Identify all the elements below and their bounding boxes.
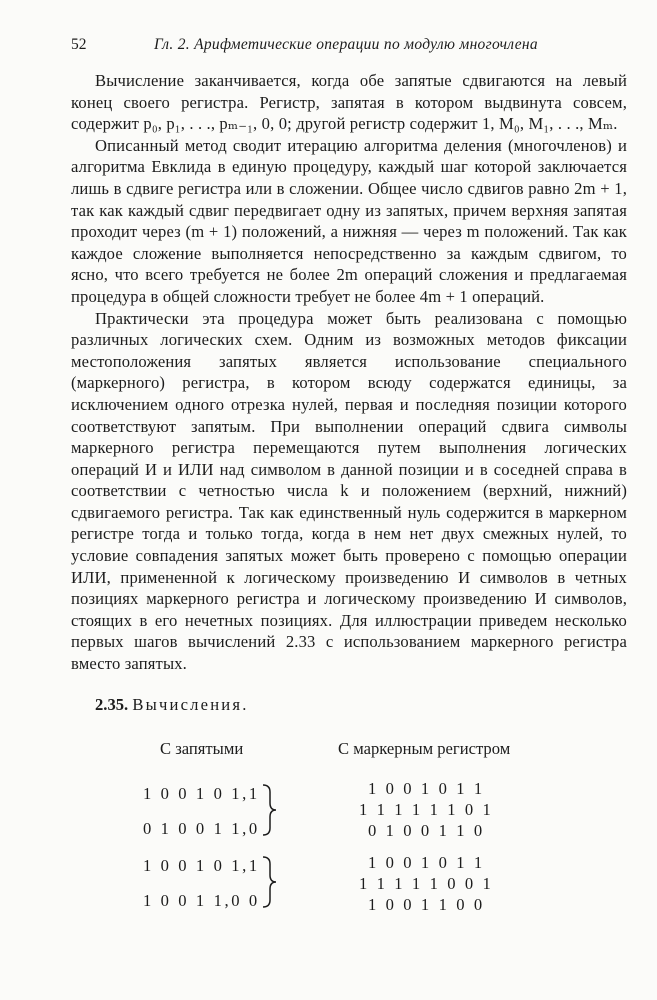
marker-register: 1 1 1 1 1 0 0 1 <box>359 874 494 893</box>
comma-register-top: 1 0 0 1 0 1,1 <box>143 856 260 875</box>
section-title: Вычисления. <box>132 695 249 714</box>
left-column-header: С запятыми <box>160 739 244 758</box>
right-brace-icon <box>260 783 278 837</box>
paragraph: Описанный метод сводит итерацию алгоритма деления (многочленов) и алгоритма Евклида в единую процедуру, каждый шаг которой заключается лишь в сдвиге регистра или в сложении. Общее число сдвигов равно 2m + 1, так как каждый сдвиг передвигает одну из запятых, причем верхняя запятая проходит через (m + 1) положений, а нижняя — через m положений. Так как каждое сложение выполняется непосредственно за каждым сдвигом, то ясно, что всего требуется не более 2m операций сложения и предлагаемая процедура в общей сложности требует не более 4m + 1 операций. <box>71 135 627 306</box>
right-brace-icon <box>260 855 278 909</box>
marker-register: 1 1 1 1 1 1 0 1 <box>359 800 494 819</box>
running-head: Гл. 2. Арифметические операции по модулю многочлена <box>154 36 538 53</box>
marker-register-bottom: 0 1 0 0 1 1 0 <box>368 821 485 840</box>
section-heading <box>95 695 249 715</box>
page-number: 52 <box>71 36 87 53</box>
paragraph: Вычисление заканчивается, когда обе запятые сдвигаются на левый конец своего регистра. Регистр, запятая в котором выдвинута совсем, содержит p₀, p₁, . . ., pₘ₋₁, 0, 0; другой регистр содержит 1, M₀, M₁, . . ., Mₘ. <box>71 71 627 134</box>
comma-register-bottom: 1 0 0 1 1,0 0 <box>143 891 260 910</box>
marker-register-top: 1 0 0 1 0 1 1 <box>368 779 485 798</box>
marker-register-top: 1 0 0 1 0 1 1 <box>368 853 485 872</box>
page-header <box>71 36 626 58</box>
right-column-header: С маркерным регистром <box>338 739 511 758</box>
comma-register-top: 1 0 0 1 0 1,1 <box>143 784 260 803</box>
section-number: 2.35. <box>95 695 129 714</box>
paragraph: Практически эта процедура может быть реализована с помощью различных логических схем. Одним из возможных методов фиксации местоположения запятых является использование специального (маркерного) регистра, в котором всюду содержатся единицы, за исключением одного отрезка нулей, первая и последняя позиции которого соответствуют запятым. При выполнении операций сдвига символы маркерного регистра перемещаются путем выполнения логических операций И и ИЛИ над символом в данной позиции и в соседней справа в соответствии с четностью числа k и положением (верхний, нижний) сдвигаемого регистра. Так как единственный нуль содержится в маркерном регистре тогда и только тогда, когда в нем нет двух смежных нулей, то условие совпадения запятых может быть проверено с помощью операции ИЛИ, примененной к логическому произведению И символов в четных позициях маркерного регистра и логическому произведению И символов, стоящих в его нечетных позициях. Для иллюстрации приведем несколько первых шагов вычислений 2.33 с использованием маркерного регистра вместо запятых. <box>71 308 627 674</box>
body-text <box>71 70 627 675</box>
comma-register-bottom: 0 1 0 0 1 1,0 <box>143 819 260 838</box>
marker-register-bottom: 1 0 0 1 1 0 0 <box>368 895 485 914</box>
